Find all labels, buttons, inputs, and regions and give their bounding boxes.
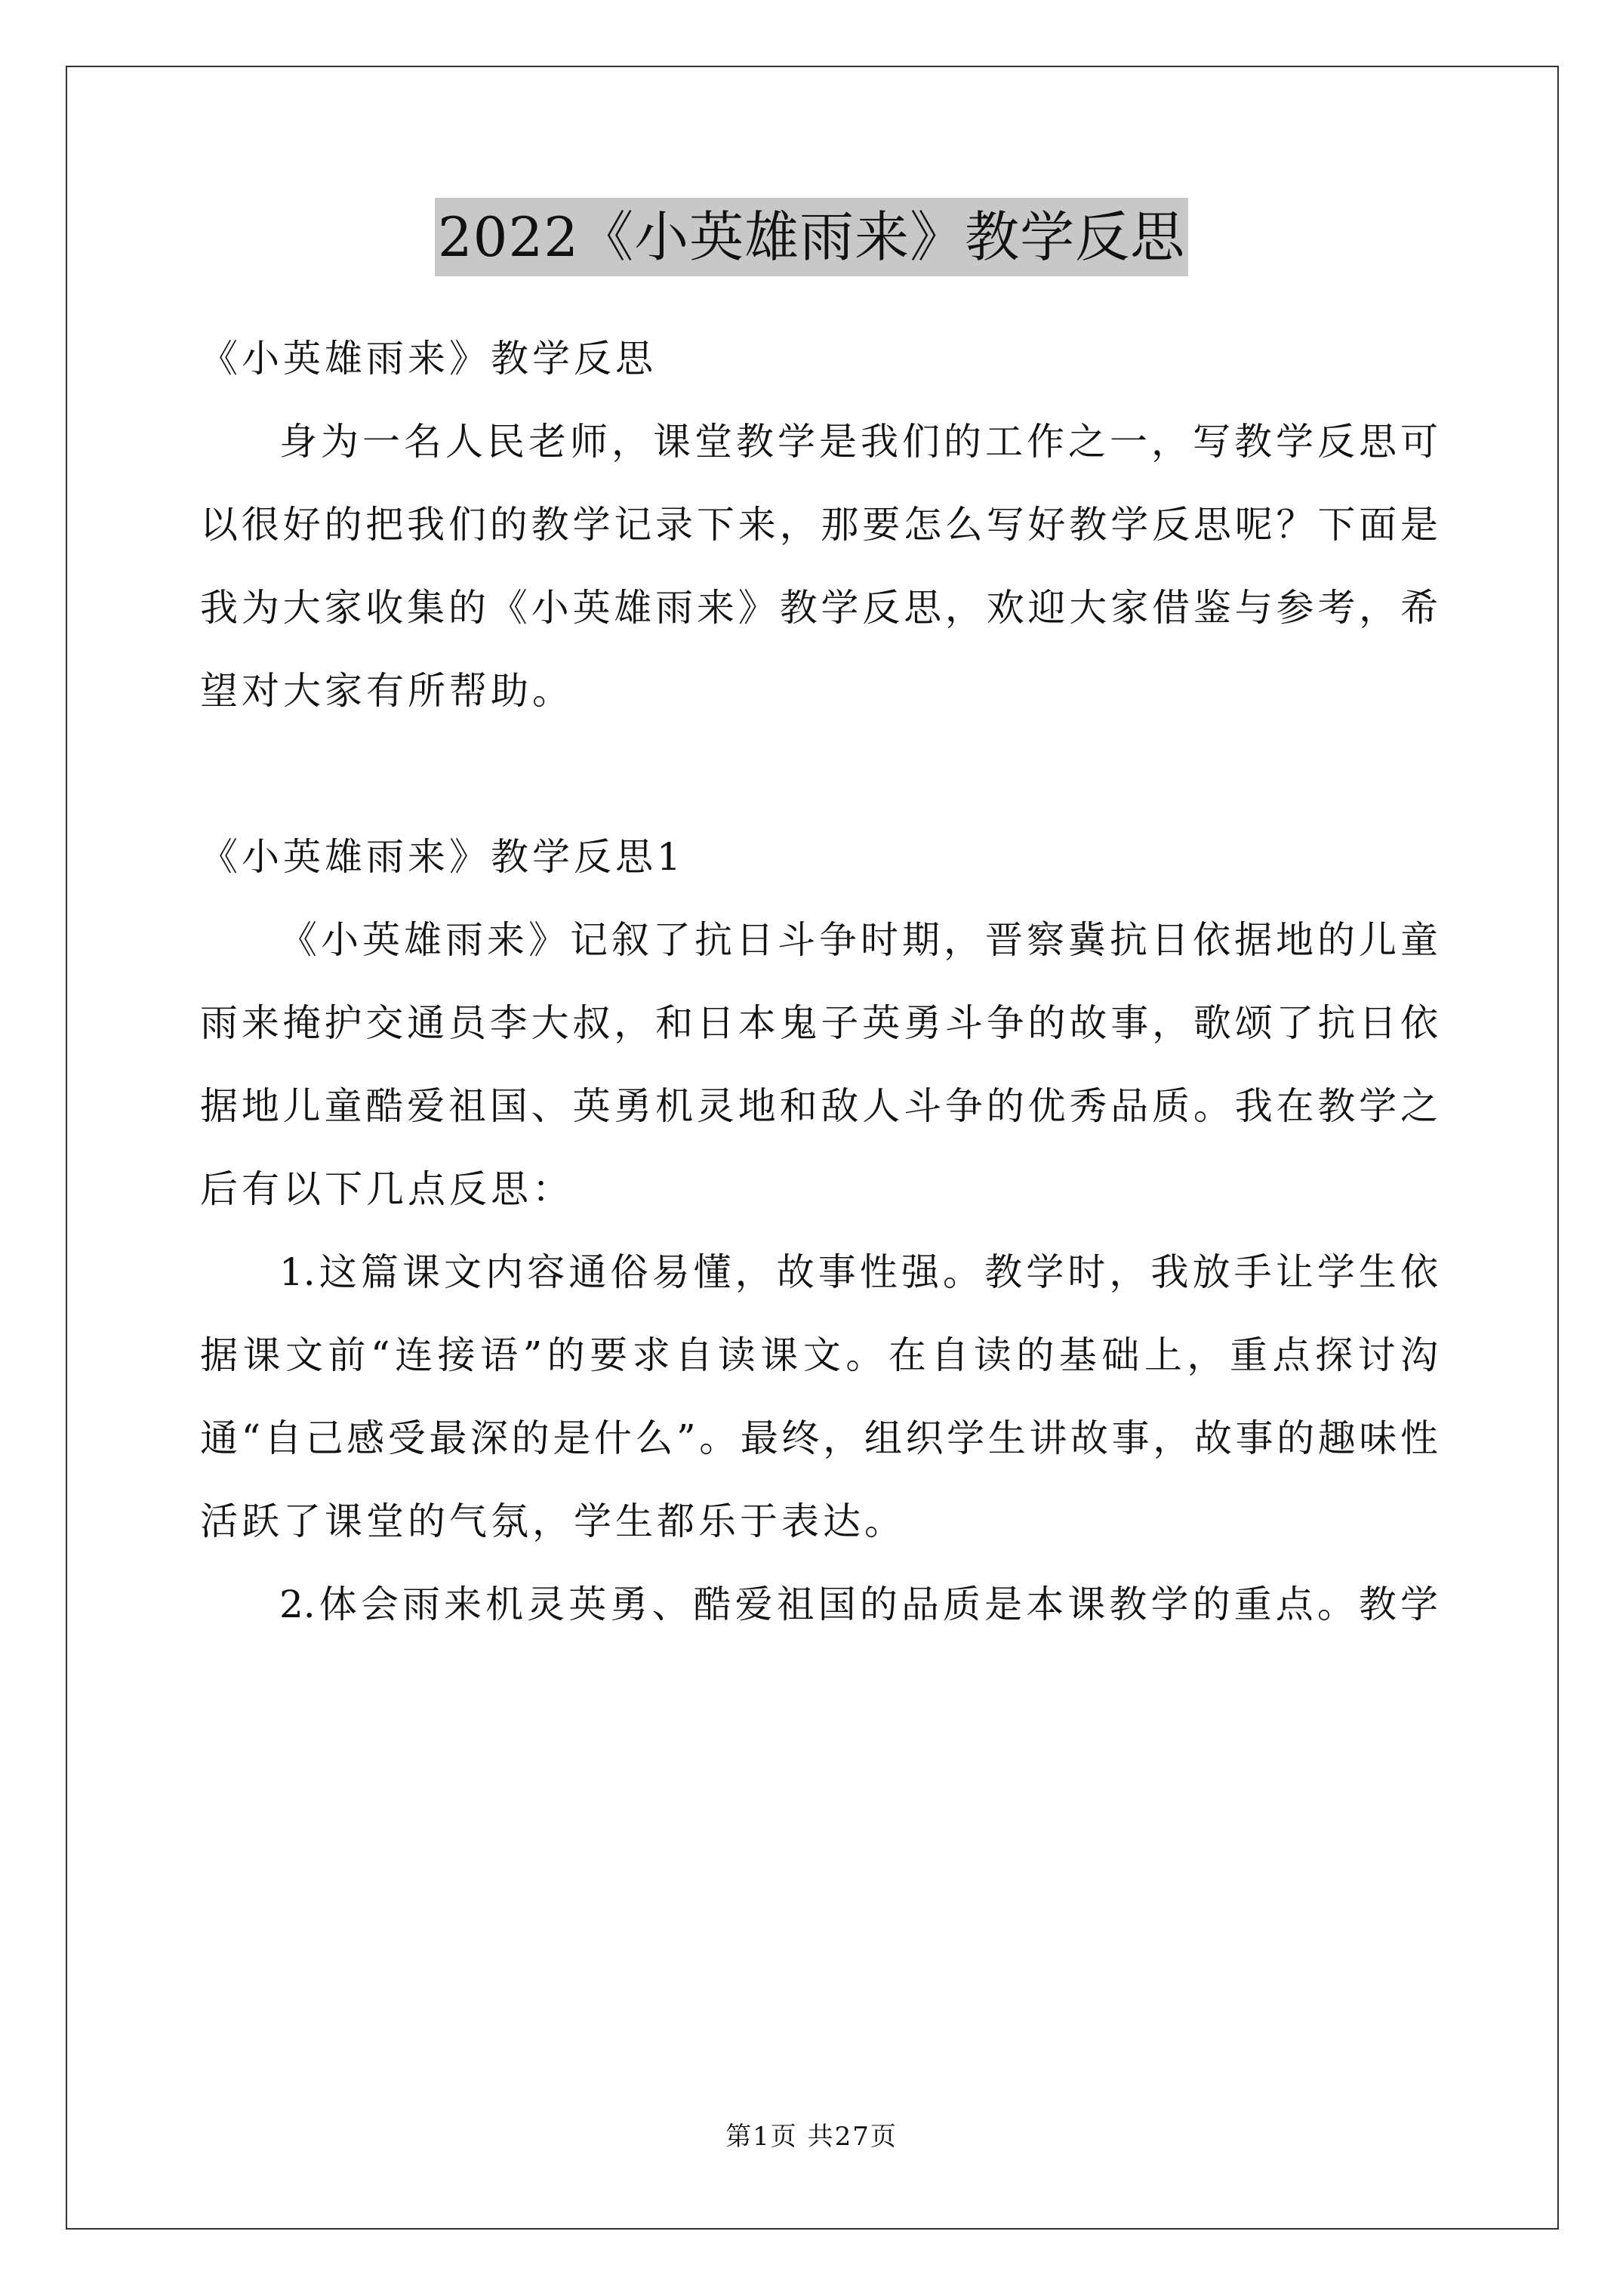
document-subtitle: 《小英雄雨来》教学反思: [200, 337, 657, 381]
intro-line: 以很好的把我们的教学记录下来，那要怎么写好教学反思呢？下面是: [200, 503, 1438, 547]
spacer: [200, 732, 1438, 815]
section-heading: 《小英雄雨来》教学反思1: [200, 835, 685, 879]
paragraph-line: 活跃了课堂的气氛，学生都乐于表达。: [200, 1499, 906, 1543]
paragraph-line: 据课文前“连接语”的要求自读课文。在自读的基础上，重点探讨沟: [200, 1333, 1438, 1377]
paragraph-line: 后有以下几点反思：: [200, 1167, 574, 1211]
title-container: [0, 198, 1623, 276]
intro-line: 我为大家收集的《小英雄雨来》教学反思，欢迎大家借鉴与参考，希: [200, 586, 1438, 630]
paragraph-line: 1.这篇课文内容通俗易懂，故事性强。教学时，我放手让学生依: [279, 1250, 1438, 1294]
paragraph-line: 雨来掩护交通员李大叔，和日本鬼子英勇斗争的故事，歌颂了抗日依: [200, 1001, 1438, 1045]
paragraph-line: 《小英雄雨来》记叙了抗日斗争时期，晋察冀抗日依据地的儿童: [279, 918, 1438, 962]
page-number-footer: 第1页 共27页: [725, 2122, 898, 2152]
document-body: [200, 317, 1438, 1646]
intro-line: 身为一名人民老师，课堂教学是我们的工作之一，写教学反思可: [279, 420, 1438, 464]
intro-line: 望对大家有所帮助。: [200, 669, 574, 713]
paragraph-line: 据地儿童酷爱祖国、英勇机灵地和敌人斗争的优秀品质。我在教学之: [200, 1084, 1438, 1128]
paragraph-line: 通“自己感受最深的是什么”。最终，组织学生讲故事，故事的趣味性: [200, 1416, 1438, 1460]
paragraph-line: 2.体会雨来机灵英勇、酷爱祖国的品质是本课教学的重点。教学: [279, 1583, 1438, 1626]
document-title: 2022《小英雄雨来》教学反思: [435, 198, 1188, 276]
